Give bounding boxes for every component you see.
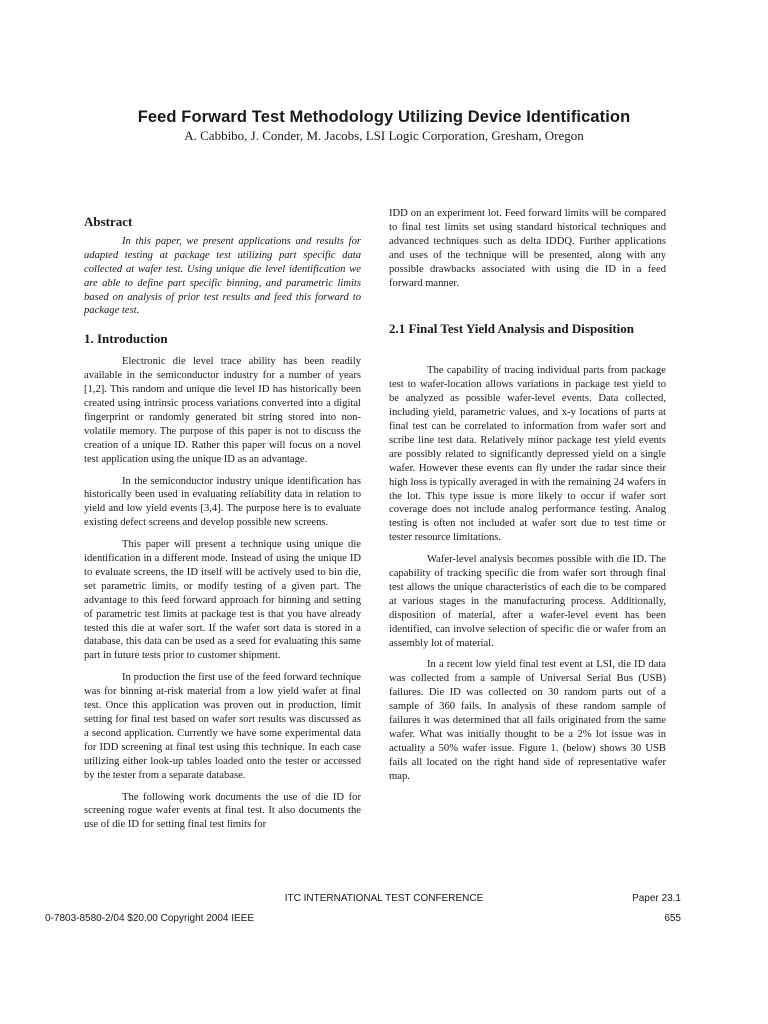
continued-paragraph: IDD on an experiment lot. Feed forward limits will be compared to final test limits set using standard historical techniques and advanced techniques such as delta IDDQ. Further applications and uses of the technique will be presented, along with any possible drawbacks associated with using die ID in a feed forward manner.: [389, 208, 666, 289]
footer-paper-number: Paper 23.1: [632, 893, 681, 904]
left-column: [84, 207, 361, 840]
intro-paragraph-3: This paper will present a technique using unique die identification in a different mode. Instead of using the unique ID to evaluate screens, the ID itself will be actively used to bin die, set parametric limits, or modify testing of a given part. The advantage to this feed forward approach for binning and setting of parametric test limits at package test is that you have already tested this die at wafer sort. If the wafer sort data is stored in a database, this data can be used as a seed for evaluating this same part in future tests prior to customer shipment.: [84, 539, 361, 662]
section-2-1-paragraph-1: The capability of tracing individual parts from package test to wafer-location allows variations in package test yield to be analyzed as possible wafer-level events. Data collected, including yield, parametric values, and x-y locations of parts at final test can be correlated to information from wafer sort and scribe line test data. Relatively minor package test yield events are possibly related to significantly depressed yield on a single wafer. However these events can fly under the radar since their high loss is typically averaged in with the remaining 24 wafers in the lot. This type issue is more likely to occur if wafer sort coverage does not include analog performance testing. Analog testing is often not included at wafer sort due to test time or tester resource limitations.: [389, 365, 666, 544]
footer-copyright: 0-7803-8580-2/04 $20.00 Copyright 2004 IEEE: [45, 913, 255, 924]
paper-authors: A. Cabbibo, J. Conder, M. Jacobs, LSI Logic Corporation, Gresham, Oregon: [184, 128, 584, 143]
intro-paragraph-2: In the semiconductor industry unique identification has historically been used in evaluating reliability data in relation to yield and low yield events [3,4]. The purpose here is to evaluate existing defect screens and develop possible new screens.: [84, 475, 361, 529]
section-2-1-heading: 2.1 Final Test Yield Analysis and Disposition: [389, 321, 635, 337]
right-column: [389, 207, 666, 792]
abstract-heading: Abstract: [84, 214, 133, 229]
abstract-text: In this paper, we present applications and results for adapted testing at package test utilizing part specific data collected at wafer test. Using unique die level identification we are able to define part specific binning, and parametric limits based on analysis of prior test results and feed this forward to package test.: [84, 235, 361, 317]
section-2-1-paragraph-3: In a recent low yield final test event at LSI, die ID data was collected from a sample of Universal Serial Bus (USB) failures. Die ID was collected on 30 random parts out of a sample of 360 fails. In analysis of these random sample of failures it was determined that all fails originated from the same wafer. What was initially thought to be a 2% lot issue was in actuality a 50% wafer issue. Figure 1. (below) shows 30 USB fails all located on the right hand side of representative wafer map.: [389, 659, 666, 782]
footer-page-number: 655: [664, 913, 681, 924]
paper-title: Feed Forward Test Methodology Utilizing Device Identification: [137, 108, 631, 126]
section-2-1-paragraph-2: Wafer-level analysis becomes possible with die ID. The capability of tracking specific die from wafer sort through final test allows the unique characteristics of each die to be compared at various stages in the manufacturing process. Additionally, disposition of material, after a wafer-level event has been identified, can involve selection of specific die or wafer from an assembly lot of material.: [389, 554, 666, 649]
intro-paragraph-5: The following work documents the use of die ID for screening rogue wafer events at final test. It also documents the use of die ID for setting final test limits for: [84, 791, 361, 831]
footer-conference: ITC INTERNATIONAL TEST CONFERENCE: [284, 893, 484, 904]
intro-paragraph-4: In production the first use of the feed forward technique was for binning at-risk material from a low yield wafer at final test. Once this application was proven out in production, limit setting for final test based on wafer sort results was discussed as a second application. Currently we have some experimental data for IDD screening at final test using this technique. In each case utilizing either look-up tables loaded onto the tester or accessed by the tester from a separate database.: [84, 672, 361, 781]
intro-paragraph-1: Electronic die level trace ability has been readily available in the semiconductor industry for a number of years [1,2]. This random and unique die level ID has historically been created using intrinsic process variations converted into a digital fingerprint or randomly generated bit string stored into non-volatile memory. The purpose of this paper is not to discuss the creation of a unique ID. Rather this paper will focus on a novel test application using the unique ID as an advantage.: [84, 356, 361, 465]
section-1-heading: 1. Introduction: [84, 331, 168, 347]
